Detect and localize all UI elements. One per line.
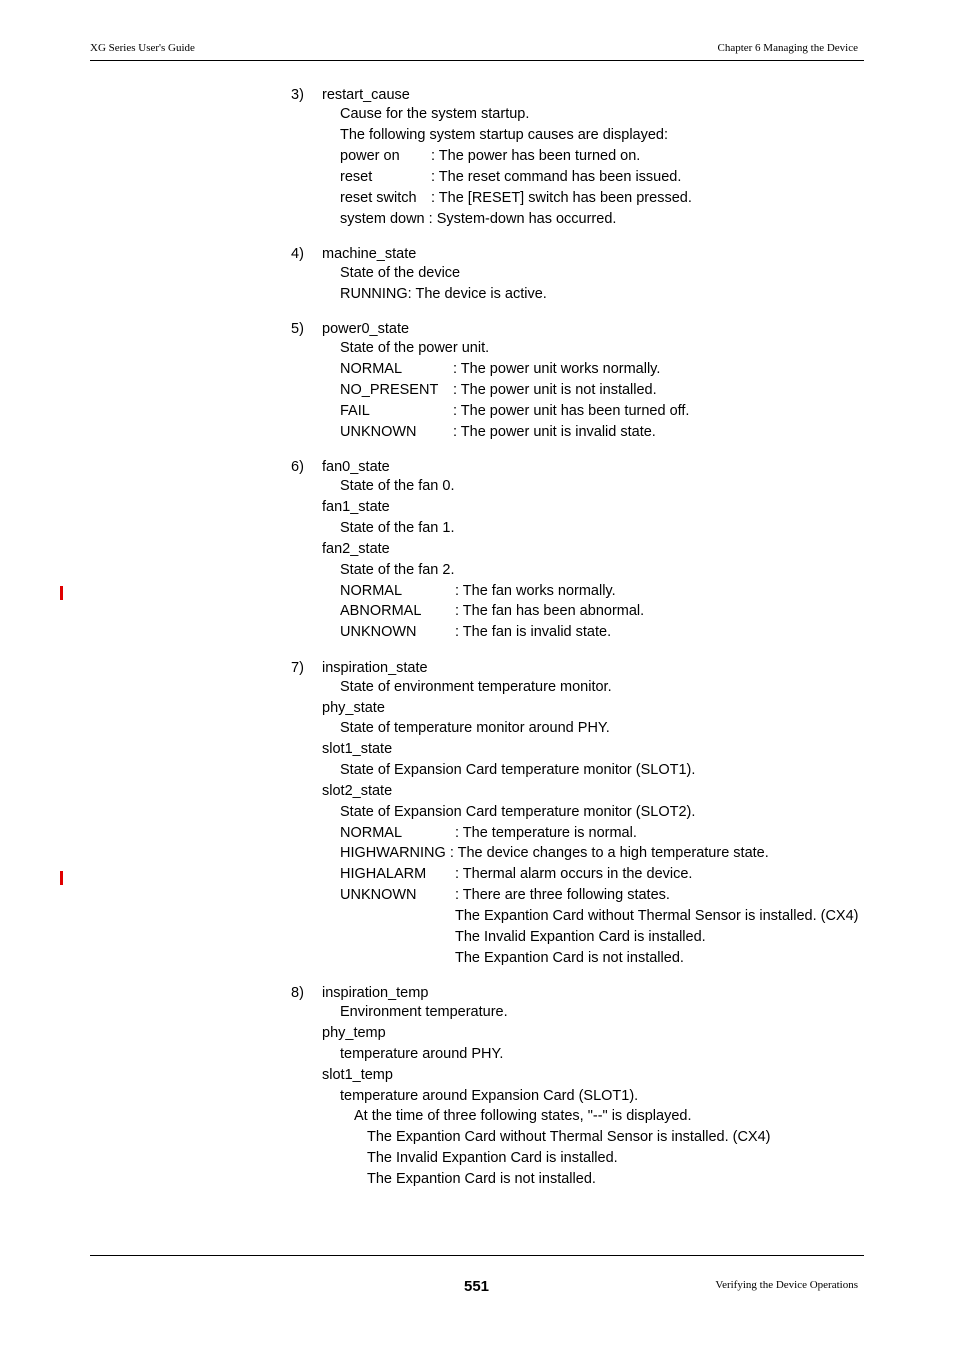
value-key: reset switch [340,190,417,206]
value-key: FAIL [340,403,370,419]
value-key: power on [340,148,400,164]
item-description: State of the fan 2. [340,562,455,578]
item-description: State of the power unit. [340,340,490,356]
item-description: temperature around PHY. [340,1046,504,1062]
value-desc: : The fan is invalid state. [455,624,612,640]
item-number: 8) [291,985,304,1001]
value-desc: : The power unit is not installed. [453,382,657,398]
item-name: slot2_state [322,783,393,799]
item-name: restart_cause [322,87,410,103]
item-description: Environment temperature. [340,1004,508,1020]
value-row: HIGHWARNING : The device changes to a high temperature state. [340,845,769,861]
item-description: Cause for the system startup. [340,106,530,122]
item-name: fan2_state [322,541,390,557]
item-description: State of Expansion Card temperature monitor (SLOT2). [340,804,696,820]
item-description: State of temperature monitor around PHY. [340,720,610,736]
state-detail: The Expantion Card is not installed. [455,950,684,966]
item-name: fan0_state [322,459,390,475]
item-name: inspiration_temp [322,985,429,1001]
item-description: temperature around Expansion Card (SLOT1). [340,1088,639,1104]
state-detail: The Invalid Expantion Card is installed. [367,1150,618,1166]
value-key: UNKNOWN [340,424,417,440]
value-desc: : The power unit works normally. [453,361,661,377]
value-key: UNKNOWN [340,887,417,903]
value-desc: : The temperature is normal. [455,825,637,841]
item-name: phy_temp [322,1025,386,1041]
change-bar [60,586,63,600]
item-name: power0_state [322,321,410,337]
value-desc: : Thermal alarm occurs in the device. [455,866,693,882]
item-name: fan1_state [322,499,390,515]
item-name: phy_state [322,700,385,716]
state-detail: The Expantion Card without Thermal Sensor is installed. (CX4) [455,908,859,924]
header-guide-title: XG Series User's Guide [90,42,195,54]
footer-divider [90,1255,864,1256]
item-description: State of environment temperature monitor. [340,679,612,695]
value-desc: : The reset command has been issued. [431,169,682,185]
value-key: NORMAL [340,361,403,377]
value-key: NORMAL [340,825,403,841]
item-description: State of the device [340,265,461,281]
note-text: At the time of three following states, "--" is displayed. [354,1108,692,1124]
value-desc: : The power unit is invalid state. [453,424,656,440]
value-desc: : There are three following states. [455,887,670,903]
footer-section-title: Verifying the Device Operations [715,1279,858,1291]
header-divider [90,60,864,61]
item-description: State of the fan 0. [340,478,455,494]
value-key: NO_PRESENT [340,382,439,398]
value-desc: : The fan has been abnormal. [455,603,645,619]
item-description: The following system startup causes are displayed: [340,127,669,143]
item-number: 3) [291,87,304,103]
item-name: inspiration_state [322,660,428,676]
value-row: system down : System-down has occurred. [340,211,617,227]
item-name: slot1_temp [322,1067,393,1083]
value-key: ABNORMAL [340,603,422,619]
header-chapter-title: Chapter 6 Managing the Device [717,42,858,54]
item-number: 6) [291,459,304,475]
change-bar [60,871,63,885]
item-number: 7) [291,660,304,676]
item-name: slot1_state [322,741,393,757]
value-desc: : The [RESET] switch has been pressed. [431,190,692,206]
value-key: UNKNOWN [340,624,417,640]
state-detail: The Expantion Card is not installed. [367,1171,596,1187]
value-desc: : The power unit has been turned off. [453,403,690,419]
item-description: RUNNING: The device is active. [340,286,547,302]
item-name: machine_state [322,246,417,262]
value-key: reset [340,169,373,185]
value-key: HIGHALARM [340,866,427,882]
item-number: 5) [291,321,304,337]
value-desc: : The power has been turned on. [431,148,641,164]
state-detail: The Expantion Card without Thermal Sensor is installed. (CX4) [367,1129,771,1145]
value-desc: : The fan works normally. [455,583,616,599]
item-description: State of the fan 1. [340,520,455,536]
state-detail: The Invalid Expantion Card is installed. [455,929,706,945]
value-key: NORMAL [340,583,403,599]
item-number: 4) [291,246,304,262]
item-description: State of Expansion Card temperature monitor (SLOT1). [340,762,696,778]
page-number: 551 [464,1278,490,1295]
